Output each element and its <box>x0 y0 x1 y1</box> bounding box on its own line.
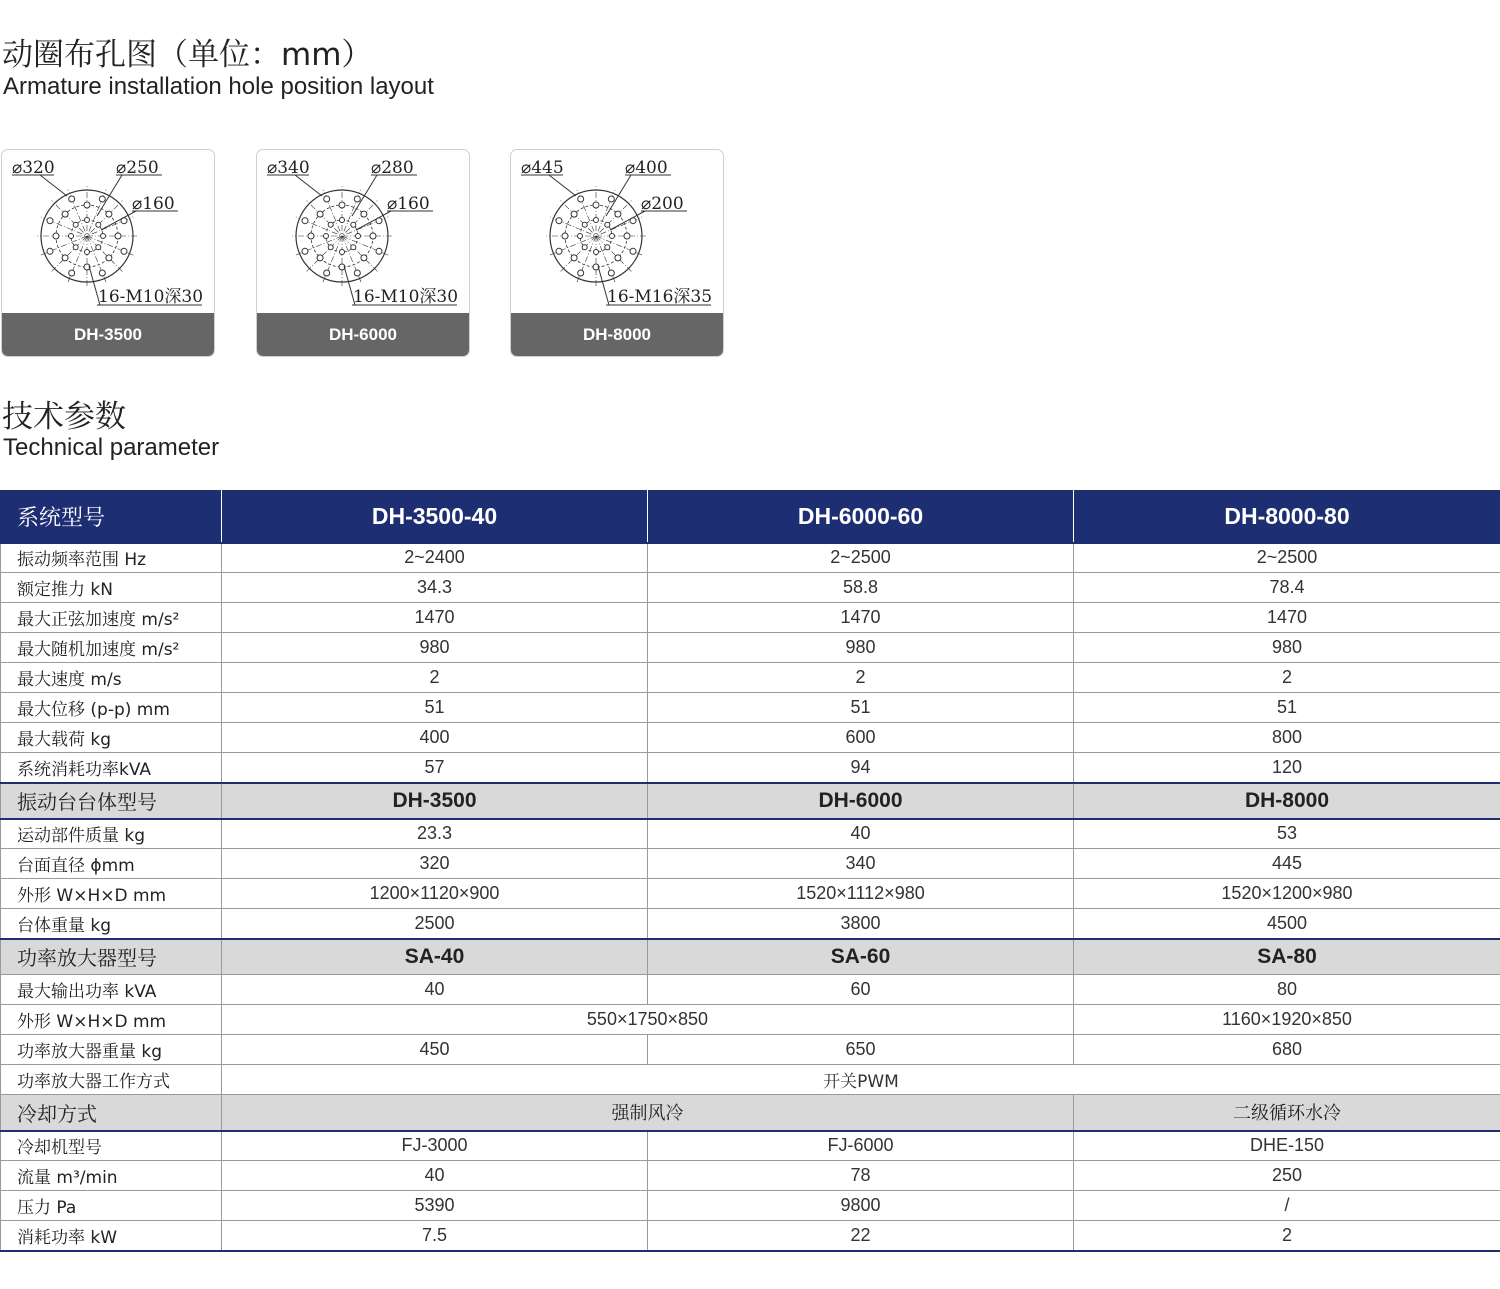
row-label: 功率放大器重量 kg <box>1 1035 222 1065</box>
cell: 60 <box>648 975 1074 1005</box>
cell: 57 <box>222 753 648 783</box>
cell: 34.3 <box>222 573 648 603</box>
table-row <box>1 849 1500 879</box>
mid-diameter-label: ⌀280 <box>371 158 414 178</box>
table-row <box>1 693 1500 723</box>
cell: 1470 <box>1074 603 1500 633</box>
cell: 445 <box>1074 849 1500 879</box>
hole-layout-card <box>256 149 470 357</box>
header-col: DH-6000-60 <box>648 491 1074 543</box>
hole-spec-label: 16-M10深30 <box>98 287 204 307</box>
table-row <box>1 909 1500 939</box>
group-col: DH-6000 <box>648 783 1074 819</box>
inner-diameter-label: ⌀160 <box>387 194 430 214</box>
inner-diameter-label: ⌀160 <box>132 194 175 214</box>
table-row <box>1 603 1500 633</box>
cell: 1160×1920×850 <box>1074 1005 1500 1035</box>
row-label: 额定推力 kN <box>1 573 222 603</box>
cell: 1470 <box>222 603 648 633</box>
header-label: 系统型号 <box>1 491 222 543</box>
row-label: 外形 W×H×D mm <box>1 1005 222 1035</box>
cell: 2 <box>1074 663 1500 693</box>
inner-diameter-label: ⌀200 <box>641 194 684 214</box>
cell: 980 <box>648 633 1074 663</box>
cell: 40 <box>222 1161 648 1191</box>
table-group-row <box>1 783 1500 819</box>
cell: 250 <box>1074 1161 1500 1191</box>
card-model-label: DH-6000 <box>257 313 469 356</box>
row-label: 功率放大器工作方式 <box>1 1065 222 1095</box>
card-model-label: DH-8000 <box>511 313 723 356</box>
cell: 980 <box>222 633 648 663</box>
cell: 3800 <box>648 909 1074 939</box>
merged-cell: 强制风冷 <box>222 1095 1074 1131</box>
table-row <box>1 1065 1500 1095</box>
cell: 120 <box>1074 753 1500 783</box>
table-row <box>1 573 1500 603</box>
hole-layout-card <box>510 149 724 357</box>
table-row <box>1 1191 1500 1221</box>
cell: FJ-6000 <box>648 1131 1074 1161</box>
cell: 53 <box>1074 819 1500 849</box>
header-col: DH-8000-80 <box>1074 491 1500 543</box>
cell: 94 <box>648 753 1074 783</box>
hole-spec-label: 16-M16深35 <box>607 287 713 307</box>
cell: 2 <box>1074 1221 1500 1251</box>
group-label: 振动台台体型号 <box>1 783 222 819</box>
cell: 2~2500 <box>648 543 1074 573</box>
cell: 9800 <box>648 1191 1074 1221</box>
row-label: 最大位移 (p-p) mm <box>1 693 222 723</box>
group-label: 功率放大器型号 <box>1 939 222 975</box>
row-label: 最大速度 m/s <box>1 663 222 693</box>
cell: 2~2400 <box>222 543 648 573</box>
table-row <box>1 1035 1500 1065</box>
cell: 340 <box>648 849 1074 879</box>
cell: 400 <box>222 723 648 753</box>
cell: 2500 <box>222 909 648 939</box>
cell: 1200×1120×900 <box>222 879 648 909</box>
cell: 78 <box>648 1161 1074 1191</box>
cell: 800 <box>1074 723 1500 753</box>
cell: 1470 <box>648 603 1074 633</box>
card-model-label: DH-3500 <box>2 313 214 356</box>
table-row <box>1 879 1500 909</box>
cell: 51 <box>1074 693 1500 723</box>
cell: 1520×1112×980 <box>648 879 1074 909</box>
table-row <box>1 819 1500 849</box>
cell: 680 <box>1074 1035 1500 1065</box>
tech-section-subtitle: Technical parameter <box>3 434 220 461</box>
hole-layout-diagram <box>257 150 470 315</box>
cell: DHE-150 <box>1074 1131 1500 1161</box>
cell: 650 <box>648 1035 1074 1065</box>
cell: 1520×1200×980 <box>1074 879 1500 909</box>
row-label: 最大随机加速度 m/s² <box>1 633 222 663</box>
row-label: 压力 Pa <box>1 1191 222 1221</box>
cell: 600 <box>648 723 1074 753</box>
hole-spec-label: 16-M10深30 <box>353 287 459 307</box>
header-col: DH-3500-40 <box>222 491 648 543</box>
group-col: SA-40 <box>222 939 648 975</box>
merged-cell: 550×1750×850 <box>222 1005 1074 1035</box>
row-label: 台体重量 kg <box>1 909 222 939</box>
row-label: 冷却机型号 <box>1 1131 222 1161</box>
row-label: 台面直径 ϕmm <box>1 849 222 879</box>
row-label: 消耗功率 kW <box>1 1221 222 1251</box>
group-col: SA-80 <box>1074 939 1500 975</box>
table-row <box>1 543 1500 573</box>
cooling-group-row <box>1 1095 1500 1131</box>
mid-diameter-label: ⌀250 <box>116 158 159 178</box>
cell: 320 <box>222 849 648 879</box>
row-label: 振动频率范围 Hz <box>1 543 222 573</box>
cell: 2 <box>222 663 648 693</box>
cell: 78.4 <box>1074 573 1500 603</box>
table-row <box>1 1221 1500 1251</box>
cell: 4500 <box>1074 909 1500 939</box>
row-label: 运动部件质量 kg <box>1 819 222 849</box>
cell: 980 <box>1074 633 1500 663</box>
cell: FJ-3000 <box>222 1131 648 1161</box>
hole-layout-card <box>1 149 215 357</box>
merged-cell: 开关PWM <box>222 1065 1500 1095</box>
layout-section-title: 动圈布孔图（单位：mm） <box>2 37 373 73</box>
table-row <box>1 723 1500 753</box>
table-row <box>1 1161 1500 1191</box>
group-col: SA-60 <box>648 939 1074 975</box>
cell: 40 <box>648 819 1074 849</box>
cell: 二级循环水冷 <box>1074 1095 1500 1131</box>
group-label: 冷却方式 <box>1 1095 222 1131</box>
table-row <box>1 663 1500 693</box>
tech-section-title: 技术参数 <box>2 399 126 435</box>
cell: / <box>1074 1191 1500 1221</box>
layout-section-subtitle: Armature installation hole position layout <box>3 73 434 100</box>
cell: 58.8 <box>648 573 1074 603</box>
group-col: DH-8000 <box>1074 783 1500 819</box>
group-col: DH-3500 <box>222 783 648 819</box>
cell: 22 <box>648 1221 1074 1251</box>
mid-diameter-label: ⌀400 <box>625 158 668 178</box>
cell: 40 <box>222 975 648 1005</box>
row-label: 最大载荷 kg <box>1 723 222 753</box>
hole-layout-diagram <box>511 150 724 315</box>
cell: 2~2500 <box>1074 543 1500 573</box>
cell: 5390 <box>222 1191 648 1221</box>
table-row <box>1 1005 1500 1035</box>
cell: 450 <box>222 1035 648 1065</box>
outer-diameter-label: ⌀320 <box>12 158 55 178</box>
row-label: 最大正弦加速度 m/s² <box>1 603 222 633</box>
cell: 51 <box>648 693 1074 723</box>
amp-group-row <box>1 939 1500 975</box>
technical-parameter-table <box>0 490 1500 1252</box>
row-label: 外形 W×H×D mm <box>1 879 222 909</box>
row-label: 流量 m³/min <box>1 1161 222 1191</box>
cell: 23.3 <box>222 819 648 849</box>
table-row <box>1 753 1500 783</box>
table-header-row <box>1 491 1500 543</box>
cell: 2 <box>648 663 1074 693</box>
row-label: 系统消耗功率kVA <box>1 753 222 783</box>
hole-layout-diagram <box>2 150 215 315</box>
cell: 80 <box>1074 975 1500 1005</box>
cell: 51 <box>222 693 648 723</box>
outer-diameter-label: ⌀340 <box>267 158 310 178</box>
table-row <box>1 975 1500 1005</box>
table-row <box>1 633 1500 663</box>
table-row <box>1 1131 1500 1161</box>
row-label: 最大输出功率 kVA <box>1 975 222 1005</box>
cell: 7.5 <box>222 1221 648 1251</box>
outer-diameter-label: ⌀445 <box>521 158 564 178</box>
